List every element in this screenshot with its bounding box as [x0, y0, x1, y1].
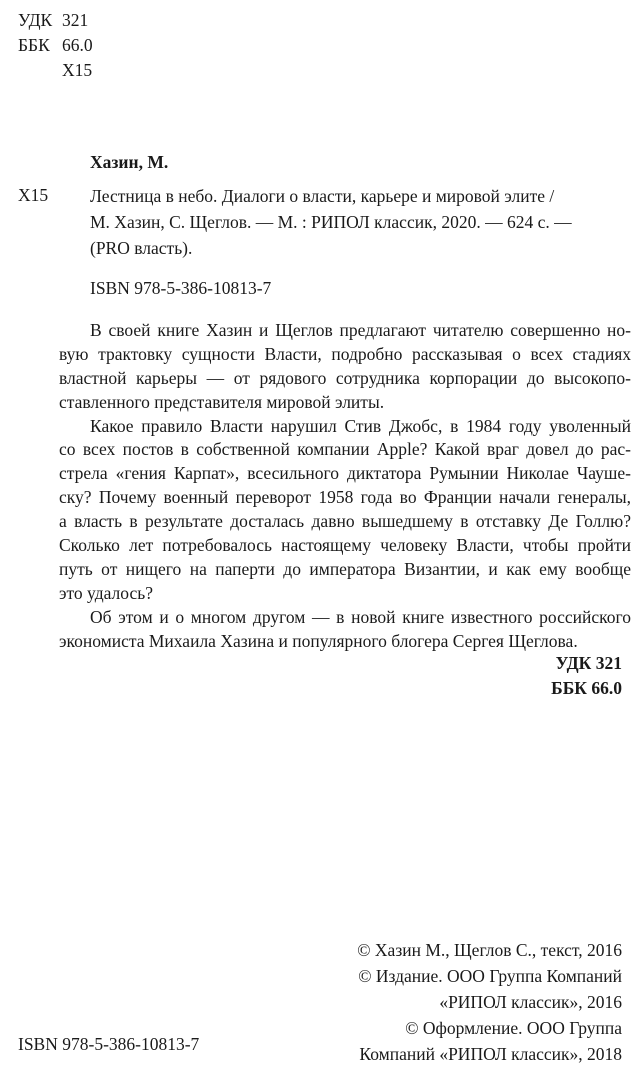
- copyright-line: © Издание. ООО Группа Компаний: [358, 966, 622, 986]
- annotation-line: В своей книге Хазин и Щеглов предлагают читателю совершенно но-: [90, 320, 631, 340]
- bbk-row: [18, 33, 93, 58]
- annotation-line: со всех постов в собственной компании Apple? Какой враг довел до рас-: [59, 439, 631, 460]
- copyright-line: «РИПОЛ классик», 2016: [439, 992, 622, 1012]
- isbn-bottom: ISBN 978-5-386-10813-7: [18, 1034, 200, 1054]
- bbk-code: ББК 66.0: [551, 678, 622, 698]
- bbk-label: ББК: [18, 35, 50, 55]
- annotation-line: Сколько лет потребовалось настоящему человеку Власти, чтобы пройти: [59, 535, 631, 556]
- copyright-block: [357, 937, 622, 1067]
- annotation-line: властной карьеры — от рядового сотрудника корпорации до высокопо-: [59, 367, 631, 388]
- author-mark-top: Х15: [62, 60, 93, 80]
- udk-value: 321: [62, 10, 89, 30]
- classification-codes-top: [18, 8, 93, 83]
- annotation-line: ску? Почему военный переворот 1958 года во Франции начали генералы,: [59, 487, 631, 508]
- bibliographic-description: [90, 183, 630, 261]
- classification-codes-right: [551, 651, 622, 701]
- annotation-line: стрела «гения Карпат», всесильного диктатора Румынии Николае Чауше-: [59, 463, 631, 484]
- isbn-record: ISBN 978-5-386-10813-7: [90, 278, 272, 298]
- author-mark-row: [18, 58, 93, 83]
- copyright-line: © Хазин М., Щеглов С., текст, 2016: [357, 940, 622, 960]
- annotation-line: ставленного представителя мировой элиты.: [59, 391, 385, 412]
- udk-row: [18, 8, 93, 33]
- annotation-line: путь от нищего на паперти до императора Византии, и как ему вообще: [59, 558, 631, 579]
- annotation-line: это удалось?: [59, 582, 153, 603]
- annotation-line: Об этом и о многом другом — в новой книге известного российского: [90, 606, 631, 627]
- biblio-line: (PRO власть).: [90, 238, 193, 258]
- udk-code: УДК 321: [555, 653, 622, 673]
- copyright-line: © Оформление. ООО Группа: [405, 1018, 622, 1038]
- biblio-line: М. Хазин, С. Щеглов. — М. : РИПОЛ классик, 2020. — 624 с. —: [90, 212, 572, 232]
- bbk-value: 66.0: [62, 35, 93, 55]
- copyright-line: Компаний «РИПОЛ классик», 2018: [359, 1044, 622, 1064]
- udk-label: УДК: [18, 10, 53, 30]
- biblio-line: Лестница в небо. Диалоги о власти, карьере и мировой элите /: [90, 186, 555, 206]
- annotation-line: вую трактовку сущности Власти, подробно рассказывая о всех стадиях: [59, 343, 631, 364]
- annotation: [59, 319, 631, 653]
- author-heading: Хазин, М.: [90, 152, 169, 172]
- annotation-line: экономиста Михаила Хазина и популярного блогера Сергея Щеглова.: [59, 630, 578, 651]
- annotation-line: а власть в результате досталась давно вышедшему в отставку Де Голлю?: [59, 511, 631, 532]
- annotation-line: Какое правило Власти нарушил Стив Джобс, в 1984 году уволенный: [90, 415, 631, 436]
- author-mark: Х15: [18, 185, 49, 205]
